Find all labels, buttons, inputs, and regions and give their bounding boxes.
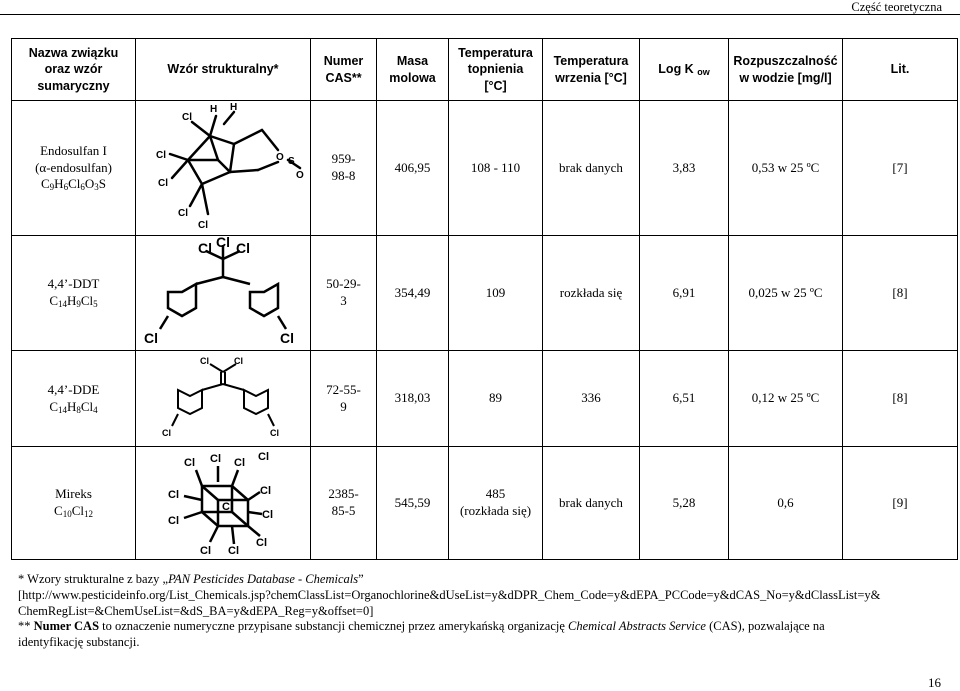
cell-mass: 318,03: [377, 351, 449, 447]
svg-text:Cl: Cl: [168, 514, 179, 527]
cell-lit: [8]: [843, 351, 958, 447]
svg-text:Cl: Cl: [200, 544, 211, 557]
footnote-structures: * Wzory strukturalne z bazy „PAN Pesticides Database - Chemicals”: [18, 572, 364, 586]
table-row: [12, 351, 958, 447]
svg-text:Cl: Cl: [198, 239, 212, 256]
svg-text:Cl: Cl: [256, 536, 267, 549]
cell-solubility: 0,025 w 25 ºC: [729, 236, 843, 351]
svg-text:Cl: Cl: [168, 488, 179, 501]
svg-text:Cl: Cl: [234, 456, 245, 469]
cell-structure: [136, 351, 311, 447]
cell-cas: 2385- 85-5: [311, 447, 377, 560]
page-header: [0, 0, 960, 14]
svg-text:Cl: Cl: [236, 239, 250, 256]
svg-text:Cl: Cl: [198, 219, 208, 231]
svg-text:Cl: Cl: [200, 355, 209, 366]
cell-structure: [136, 447, 311, 560]
svg-text:Cl: Cl: [260, 484, 271, 497]
cell-boiling: rozkłada się: [543, 236, 640, 351]
footnote-url: [http://www.pesticideinfo.org/List_Chemicals.jsp?chemClassList=Organochlorine&dUseList=y&dDPR_Chem_Code=y&dEPA_PCCode=y&dCAS_No=y&dClassList=y& ChemRegList=&ChemUseList=&dS_BA=y&dEPA_Reg=y&offset=0]: [18, 587, 881, 618]
cell-structure: [136, 236, 311, 351]
table-row: [12, 101, 958, 236]
cell-structure: [136, 101, 311, 236]
cell-name: Mireks $C_{10}Cl_{12}$: [12, 447, 136, 560]
svg-text:Cl: Cl: [178, 207, 188, 219]
svg-text:O: O: [296, 169, 304, 181]
cell-cas: 72-55- 9: [311, 351, 377, 447]
cell-lit: [8]: [843, 236, 958, 351]
footnotes: [18, 572, 950, 651]
svg-text:O: O: [276, 151, 284, 163]
footnote-cas: ** Numer CAS to oznaczenie numeryczne przypisane substancji chemicznej przez amerykańską organizację Chemical Abstracts Service (CAS), pozwalające na identyfikację substancji.: [18, 619, 825, 650]
cell-logk: 3,83: [640, 101, 729, 236]
cell-name: 4,4’-DDE $C_{14}H_8Cl_4$: [12, 351, 136, 447]
cell-logk: 5,28: [640, 447, 729, 560]
table-row: [12, 236, 958, 351]
cell-melting: 109: [449, 236, 543, 351]
col-header-lit: Lit.: [843, 39, 958, 101]
svg-text:Cl: Cl: [262, 508, 273, 521]
cell-cas: 50-29- 3: [311, 236, 377, 351]
col-header-structure: Wzór strukturalny*: [136, 39, 311, 101]
svg-text:Cl: Cl: [156, 149, 166, 161]
page-number: 16: [928, 675, 941, 690]
cell-boiling: brak danych: [543, 447, 640, 560]
svg-text:Cl: Cl: [234, 355, 243, 366]
cell-melting: 485 (rozkłada się): [449, 447, 543, 560]
svg-text:Cl: Cl: [228, 544, 239, 557]
cell-logk: 6,91: [640, 236, 729, 351]
svg-text:Cl: Cl: [222, 500, 233, 513]
cell-boiling: 336: [543, 351, 640, 447]
svg-text:Cl: Cl: [216, 236, 230, 250]
cell-name: Endosulfan I (α-endosulfan) $C_9H_6Cl_6O_3S$: [12, 101, 136, 236]
header-row: [12, 39, 958, 101]
mirex-structure: [138, 448, 308, 559]
svg-text:Cl: Cl: [210, 452, 221, 465]
svg-text:S: S: [288, 155, 295, 167]
svg-text:Cl: Cl: [184, 456, 195, 469]
svg-text:Cl: Cl: [280, 329, 294, 346]
cell-mass: 354,49: [377, 236, 449, 351]
col-header-melting: Temperatura topnienia [°C]: [449, 39, 543, 101]
dde-structure: [138, 352, 308, 446]
col-header-solubility: Rozpuszczalność w wodzie [mg/l]: [729, 39, 843, 101]
col-header-boiling: Temperatura wrzenia [°C]: [543, 39, 640, 101]
col-header-logk: Log K $_{ow}$: [640, 39, 729, 101]
cell-mass: 406,95: [377, 101, 449, 236]
col-header-name: Nazwa związku oraz wzór sumaryczny: [12, 39, 136, 101]
ddt-structure: [138, 237, 308, 350]
header-rule: [0, 14, 960, 15]
cell-melting: 89: [449, 351, 543, 447]
svg-text:H: H: [230, 101, 238, 113]
cell-lit: [9]: [843, 447, 958, 560]
svg-text:Cl: Cl: [182, 111, 192, 123]
cell-solubility: 0,6: [729, 447, 843, 560]
svg-text:Cl: Cl: [144, 329, 158, 346]
svg-text:H: H: [210, 103, 218, 115]
svg-text:Cl: Cl: [258, 450, 269, 463]
col-header-mass: Masa molowa: [377, 39, 449, 101]
cell-logk: 6,51: [640, 351, 729, 447]
properties-table: [11, 38, 958, 560]
header-title: Część teoretyczna: [851, 0, 942, 14]
col-header-cas: Numer CAS**: [311, 39, 377, 101]
table-row: [12, 447, 958, 560]
cell-lit: [7]: [843, 101, 958, 236]
cell-solubility: 0,12 w 25 ºC: [729, 351, 843, 447]
endosulfan-structure: [138, 102, 308, 235]
svg-text:Cl: Cl: [162, 427, 171, 438]
cell-solubility: 0,53 w 25 ºC: [729, 101, 843, 236]
cell-name: 4,4’-DDT $C_{14}H_9Cl_5$: [12, 236, 136, 351]
svg-text:Cl: Cl: [270, 427, 279, 438]
cell-mass: 545,59: [377, 447, 449, 560]
cell-melting: 108 - 110: [449, 101, 543, 236]
cell-boiling: brak danych: [543, 101, 640, 236]
cell-cas: 959- 98-8: [311, 101, 377, 236]
svg-text:Cl: Cl: [158, 177, 168, 189]
